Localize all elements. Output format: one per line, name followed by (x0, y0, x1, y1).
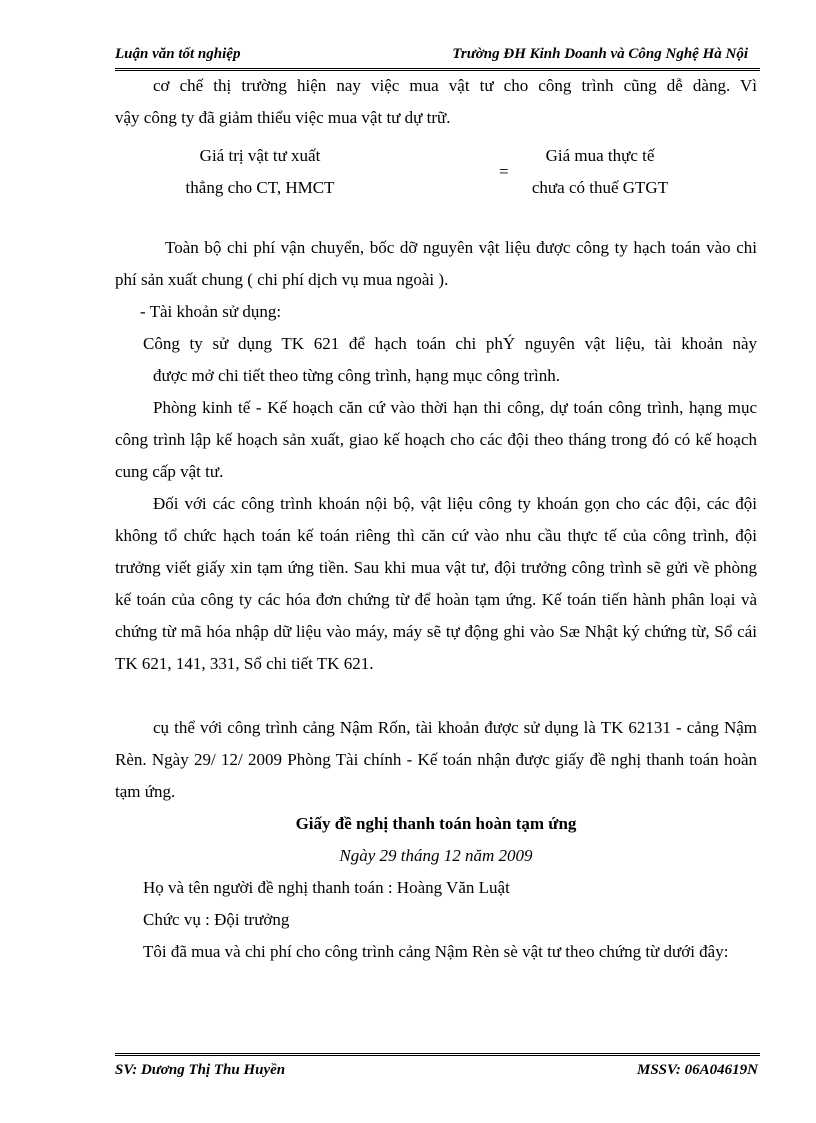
page-footer (115, 1053, 760, 1086)
page-header (115, 44, 760, 71)
paragraph-tk621-line-1: Công ty sử dụng TK 621 để hạch toán chi phÝ nguyên vật liệu, tài khoản này (143, 334, 757, 353)
formula-left-line-2: thẳng cho CT, HMCT (185, 178, 335, 197)
document-date: Ngày 29 tháng 12 năm 2009 (339, 846, 533, 865)
formula-right-line-1: Giá mua thực tế (545, 146, 655, 165)
paragraph-tk621-line-2: được mở chi tiết theo từng công trình, hạng mục công trình. (153, 366, 561, 385)
document-title: Giấy đề nghị thanh toán hoàn tạm ứng (295, 814, 577, 833)
formula-right-line-2: chưa có thuế GTGT (531, 178, 669, 197)
requester-name-line: Họ và tên người đề nghị thanh toán : Hoàng Văn Luật (143, 878, 510, 897)
requester-position-line: Chức vụ : Đội trưởng (143, 910, 290, 929)
header-thesis-label: Luận văn tốt nghiệp (115, 46, 241, 62)
formula-right-side (495, 140, 705, 204)
paragraph-1-line-2: vậy công ty đã giảm thiểu việc mua vật tư dự trữ. (115, 108, 451, 127)
footer-student-id: MSSV: 06A04619N (637, 1062, 758, 1078)
valuation-formula (115, 140, 757, 204)
paragraph-nam-ron-port: cụ thể với công trình cảng Nậm Rốn, tài khoản được sử dụng là TK 62131 - cảng Nậm Rèn. Ngày 29/ 12/ 2009 Phòng Tài chính - Kế toán nhận được giấy đề nghị thanh toán hoàn tạm ứng. (115, 718, 757, 801)
paragraph-1-line-1: cơ chế thị trường hiện nay việc mua vật tư cho công trình cũng dễ dàng. Vì (153, 76, 757, 95)
paragraph-internal-contract: Đối với các công trình khoán nội bộ, vật liệu công ty khoán gọn cho các đội, các đội không tổ chức hạch toán kế toán riêng thì căn cứ vào nhu cầu thực tế của công trình, đội trưởng viết giấy xin tạm ứng tiền. Sau khi mua vật tư, đội trưởng công trình sẽ gửi về phòng kế toán của công ty các hóa đơn chứng từ để hoàn tạm ứng. Kế toán tiến hành phân loại và chứng từ mã hóa nhập dữ liệu vào máy, máy sẽ tự động ghi vào Sæ Nhật ký chứng từ, Sổ cái TK 621, 141, 331, Sổ chi tiết TK 621. (115, 494, 757, 673)
footer-student-name: SV: Dương Thị Thu Huyền (115, 1062, 286, 1078)
paragraph-purchase-statement: Tôi đã mua và chi phí cho công trình cảng Nậm Rèn sè vật tư theo chứng từ dưới đây: (143, 942, 729, 961)
paragraph-transport-costs: Toàn bộ chi phí vận chuyển, bốc dỡ nguyên vật liệu được công ty hạch toán vào chi phí sản xuất chung ( chi phí dịch vụ mua ngoài ). (115, 238, 757, 289)
header-university-name: Trường ĐH Kinh Doanh và Công Nghệ Hà Nội (452, 46, 748, 62)
account-heading: - Tài khoản sử dụng: (140, 302, 282, 321)
formula-left-side (155, 140, 365, 204)
formula-left-line-1: Giá trị vật tư xuất (199, 146, 321, 165)
paragraph-planning-dept: Phòng kinh tế - Kế hoạch căn cứ vào thời hạn thi công, dự toán công trình, hạng mục công trình lập kế hoạch sản xuất, giao kế hoạch cho các đội theo tháng trong đó có kế hoạch cung cấp vật tư. (115, 398, 757, 481)
formula-equals-sign: = (499, 162, 509, 181)
